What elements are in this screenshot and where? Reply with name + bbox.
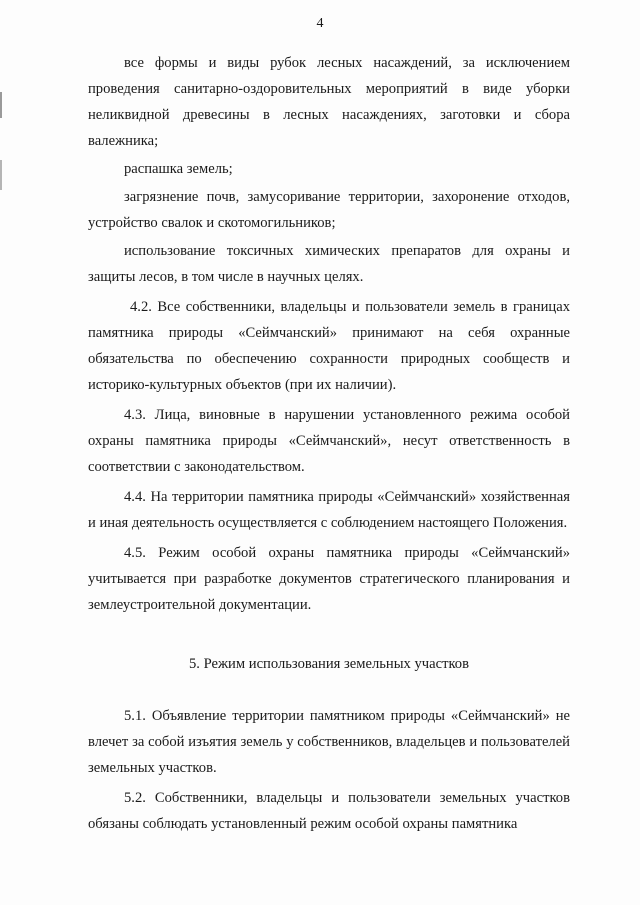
paragraph-pollution-ban: загрязнение почв, замусоривание территории, захоронение отходов, устройство свалок и скотомогильников; [88, 189, 570, 231]
paragraph-plowing-ban: распашка земель; [124, 161, 233, 177]
document-body [88, 50, 570, 837]
paragraph-5-2: 5.2. Собственники, владельцы и пользователи земельных участков обязаны соблюдать установленный режим особой охраны памятника [88, 790, 570, 832]
paragraph-4-3: 4.3. Лица, виновные в нарушении установленного режима особой охраны памятника природы «Сеймчанский», несут ответственность в соответствии с законодательством. [88, 407, 570, 475]
paragraph-4-4: 4.4. На территории памятника природы «Сеймчанский» хозяйственная и иная деятельность осуществляется с соблюдением настоящего Положения. [88, 489, 570, 531]
paragraph-5-1: 5.1. Объявление территории памятником природы «Сеймчанский» не влечет за собой изъятия земель у собственников, владельцев и пользователей земельных участков. [88, 708, 570, 776]
scan-artifact [0, 92, 2, 118]
paragraph-logging-ban: все формы и виды рубок лесных насаждений, за исключением проведения санитарно-оздоровительных мероприятий в виде уборки неликвидной древесины в лесных насаждениях, заготовки и сбора валежника; [88, 55, 570, 149]
paragraph-4-2: 4.2. Все собственники, владельцы и пользователи земель в границах памятника природы «Сеймчанский» принимают на себя охранные обязательства по обеспечению сохранности природных сообществ и историко-культурных объектов (при их наличии). [88, 299, 570, 393]
section-heading: 5. Режим использования земельных участков [188, 656, 469, 672]
paragraph-chemicals-ban: использование токсичных химических препаратов для охраны и защиты лесов, в том числе в научных целях. [88, 243, 570, 285]
scan-artifact [0, 160, 2, 190]
page-number: 4 [316, 16, 324, 31]
paragraph-4-5: 4.5. Режим особой охраны памятника природы «Сеймчанский» учитывается при разработке документов стратегического планирования и землеустроительной документации. [88, 545, 570, 613]
